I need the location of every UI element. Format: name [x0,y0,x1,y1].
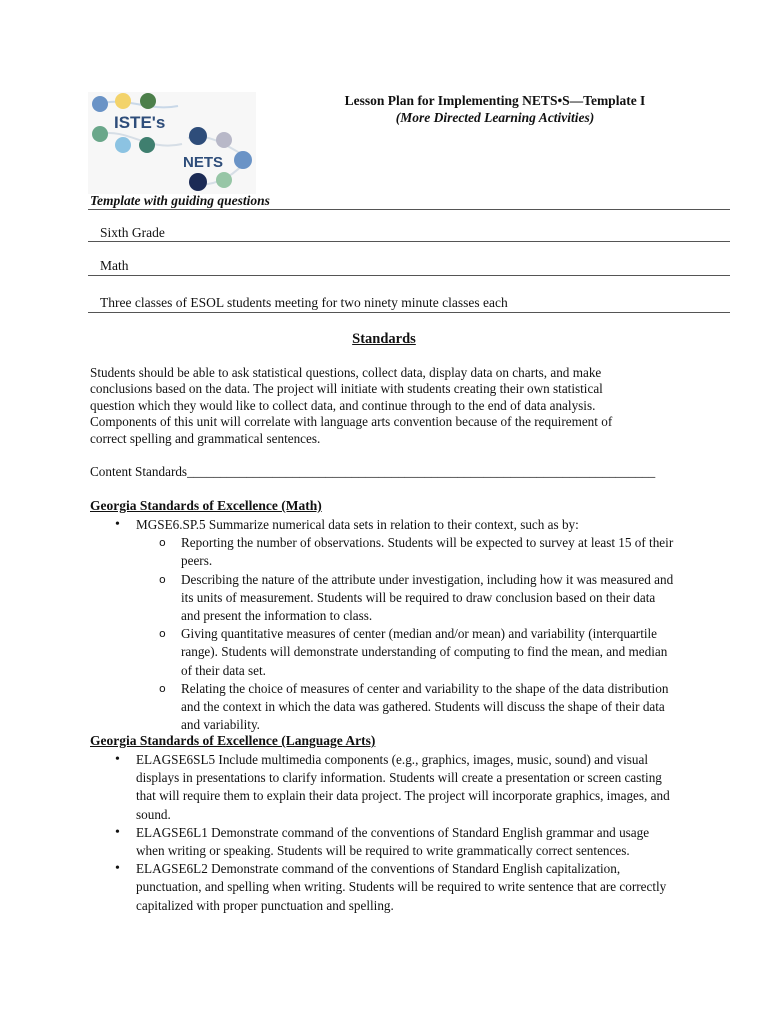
logo-graphic [88,92,256,194]
list-item [159,680,675,735]
math-standards-list [115,516,675,734]
language-standard-text: ELAGSE6SL5 Include multimedia components (e.g., graphics, images, music, sound) and visual displays in presentations to clarify information. Students will create a presentation or screen casting that will require them to explain their data project. The project will incorporate graphics, images, and sound. [136,752,670,822]
sub-bullet-marker: o [159,627,166,641]
list-item [115,860,680,915]
language-standard-text: ELAGSE6L1 Demonstrate command of the conventions of Standard English grammar and usage when writing or speaking. Students will be required to write grammatically correct sentences. [136,824,650,859]
document-title: Lesson Plan for Implementing NETS•S—Template I [344,93,646,108]
math-substandards-list [159,534,675,734]
list-item [115,516,675,734]
list-item [115,751,680,824]
divider-line [88,209,730,210]
class-description-field: Three classes of ESOL students meeting for two ninety minute classes each [100,295,508,310]
divider-line [88,312,730,313]
list-item [115,824,680,860]
language-arts-standards-heading: Georgia Standards of Excellence (Language Arts) [90,733,376,748]
substandard-text: Giving quantitative measures of center (median and/or mean) and variability (interquartile range). Students will demonstrate understanding of computing to find the mean, and median of their data set. [181,626,668,678]
list-item [159,625,675,680]
content-standards-line: Content Standards_______________________________________________________________________ [90,464,656,479]
sub-bullet-marker: o [159,681,166,695]
template-label: Template with guiding questions [90,193,270,208]
language-arts-standards-list [115,751,680,915]
list-item [159,571,675,626]
standards-paragraph: Students should be able to ask statistical questions, collect data, display data on charts, and make conclusions based on the data. The project will initiate with students creating their own statistical question which they would like to collect data, and continue through to the end of data analysis. Components of this unit will correlate with language arts convention because of the requirement of correct spelling and grammatical sentences. [90,365,613,446]
substandard-text: Reporting the number of observations. Students will be expected to survey at least 15 of their peers. [181,535,674,569]
logo-text-bottom: NETS [183,154,224,171]
math-standards-heading: Georgia Standards of Excellence (Math) [90,498,322,513]
subject-field: Math [100,258,129,273]
logo-text-top: ISTE's [114,113,166,132]
substandard-text: Relating the choice of measures of center and variability to the shape of the data distribution and the context in which the data was gathered. Students will discuss the shape of their data and variability. [181,680,669,733]
standards-heading: Standards [352,331,416,347]
sub-bullet-marker: o [159,536,166,550]
sub-bullet-marker: o [159,572,166,586]
document-subtitle: (More Directed Learning Activities) [395,110,595,125]
divider-line [88,275,730,276]
math-standard-text: MGSE6.SP.5 Summarize numerical data sets in relation to their context, such as by: [136,517,579,532]
istes-nets-logo [88,92,256,194]
language-standard-text: ELAGSE6L2 Demonstrate command of the conventions of Standard English capitalization, punctuation, and spelling when writing. Students will be required to write sentence that are correctly capitalized with proper punctuation and spelling. [136,861,667,913]
divider-line [88,241,730,242]
grade-field: Sixth Grade [100,225,165,240]
list-item [159,534,675,570]
substandard-text: Describing the nature of the attribute under investigation, including how it was measured and its units of measurement. Students will be required to draw conclusion based on their data and present the information to class. [181,571,674,624]
